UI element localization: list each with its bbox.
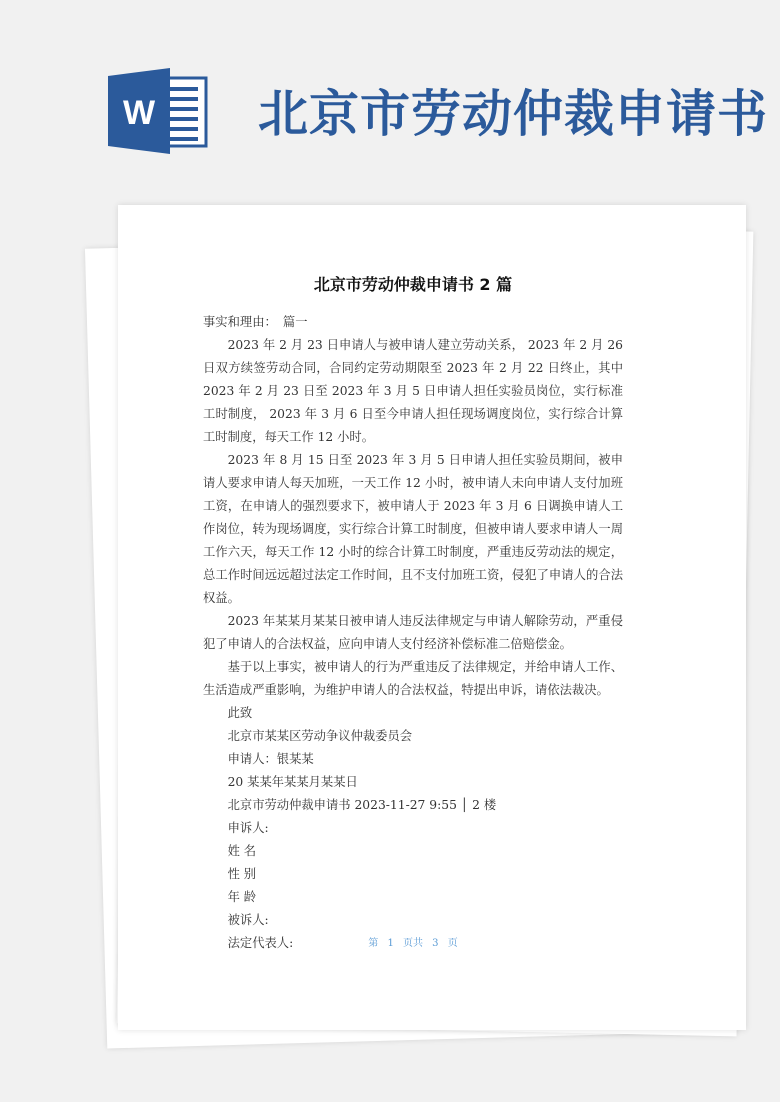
intro-line: 事实和理由： 篇一 (203, 315, 308, 329)
paragraph: 基于以上事实，被申请人的行为严重违反了法律规定，并给申请人工作、生活造成严重影响，为维护申请人的合法权益，特提出申诉，请依法裁决。 (203, 660, 623, 697)
date-line: 20 某某年某某月某某日 (227, 775, 358, 789)
field-label: 年 龄 (227, 890, 257, 904)
closing-line: 此致 (227, 706, 253, 720)
post-header-line: 北京市劳动仲裁申请书 2023-11-27 9:55 │ 2 楼 (227, 798, 497, 812)
document-title: 北京市劳动仲裁申请书 2 篇 (313, 275, 513, 294)
document-page (118, 205, 746, 1030)
paragraph: 2023 年某某月某某日被申请人违反法律规定与申请人解除劳动，严重侵犯了申请人的合法权益，应向申请人支付经济补偿标准二倍赔偿金。 (203, 614, 623, 651)
header-title: 北京市劳动仲裁申请书 (258, 85, 768, 143)
applicant-line: 申请人：银某某 (227, 752, 314, 766)
recipient-line: 北京市某某区劳动争议仲裁委员会 (227, 729, 413, 743)
page-number: 第 1 页共 3 页 (368, 938, 458, 949)
paragraph: 2023 年 2 月 23 日申请人与被申请人建立劳动关系， 2023 年 2 月 26 日双方续签劳动合同，合同约定劳动期限至 2023 年 2 月 22 日终止，其中 2023 年 2 月 23 日至 2023 年 3 月 5 日申请人担任实验员岗位，实行标准工时制度， 2023 年 3 月 6 日至今申请人担任现场调度岗位，实行综合计算工时制度，每天工作 12 小时。 (203, 338, 623, 444)
paragraph: 2023 年 8 月 15 日至 2023 年 3 月 5 日申请人担任实验员期间，被申请人要求申请人每天加班，一天工作 12 小时，被申请人未向申请人支付加班工资，在申请人的强烈要求下，被申请人于 2023 年 3 月 6 日调换申请人工作岗位，转为现场调度，实行综合计算工时制度，但被申请人要求申请人一周工作六天，每天工作 12 小时的综合计算工时制度，严重违反劳动法的规定，总工作时间远远超过法定工作时间，且不支付加班工资，侵犯了申请人的合法权益。 (203, 453, 623, 605)
field-label: 申诉人: (227, 821, 269, 835)
word-icon (108, 68, 210, 154)
field-label: 姓 名 (227, 844, 257, 858)
field-label: 性 别 (227, 867, 257, 881)
svg-text:W: W (122, 94, 156, 132)
field-label: 法定代表人: (227, 936, 294, 950)
document-body (203, 311, 623, 955)
field-label: 被诉人: (227, 913, 269, 927)
